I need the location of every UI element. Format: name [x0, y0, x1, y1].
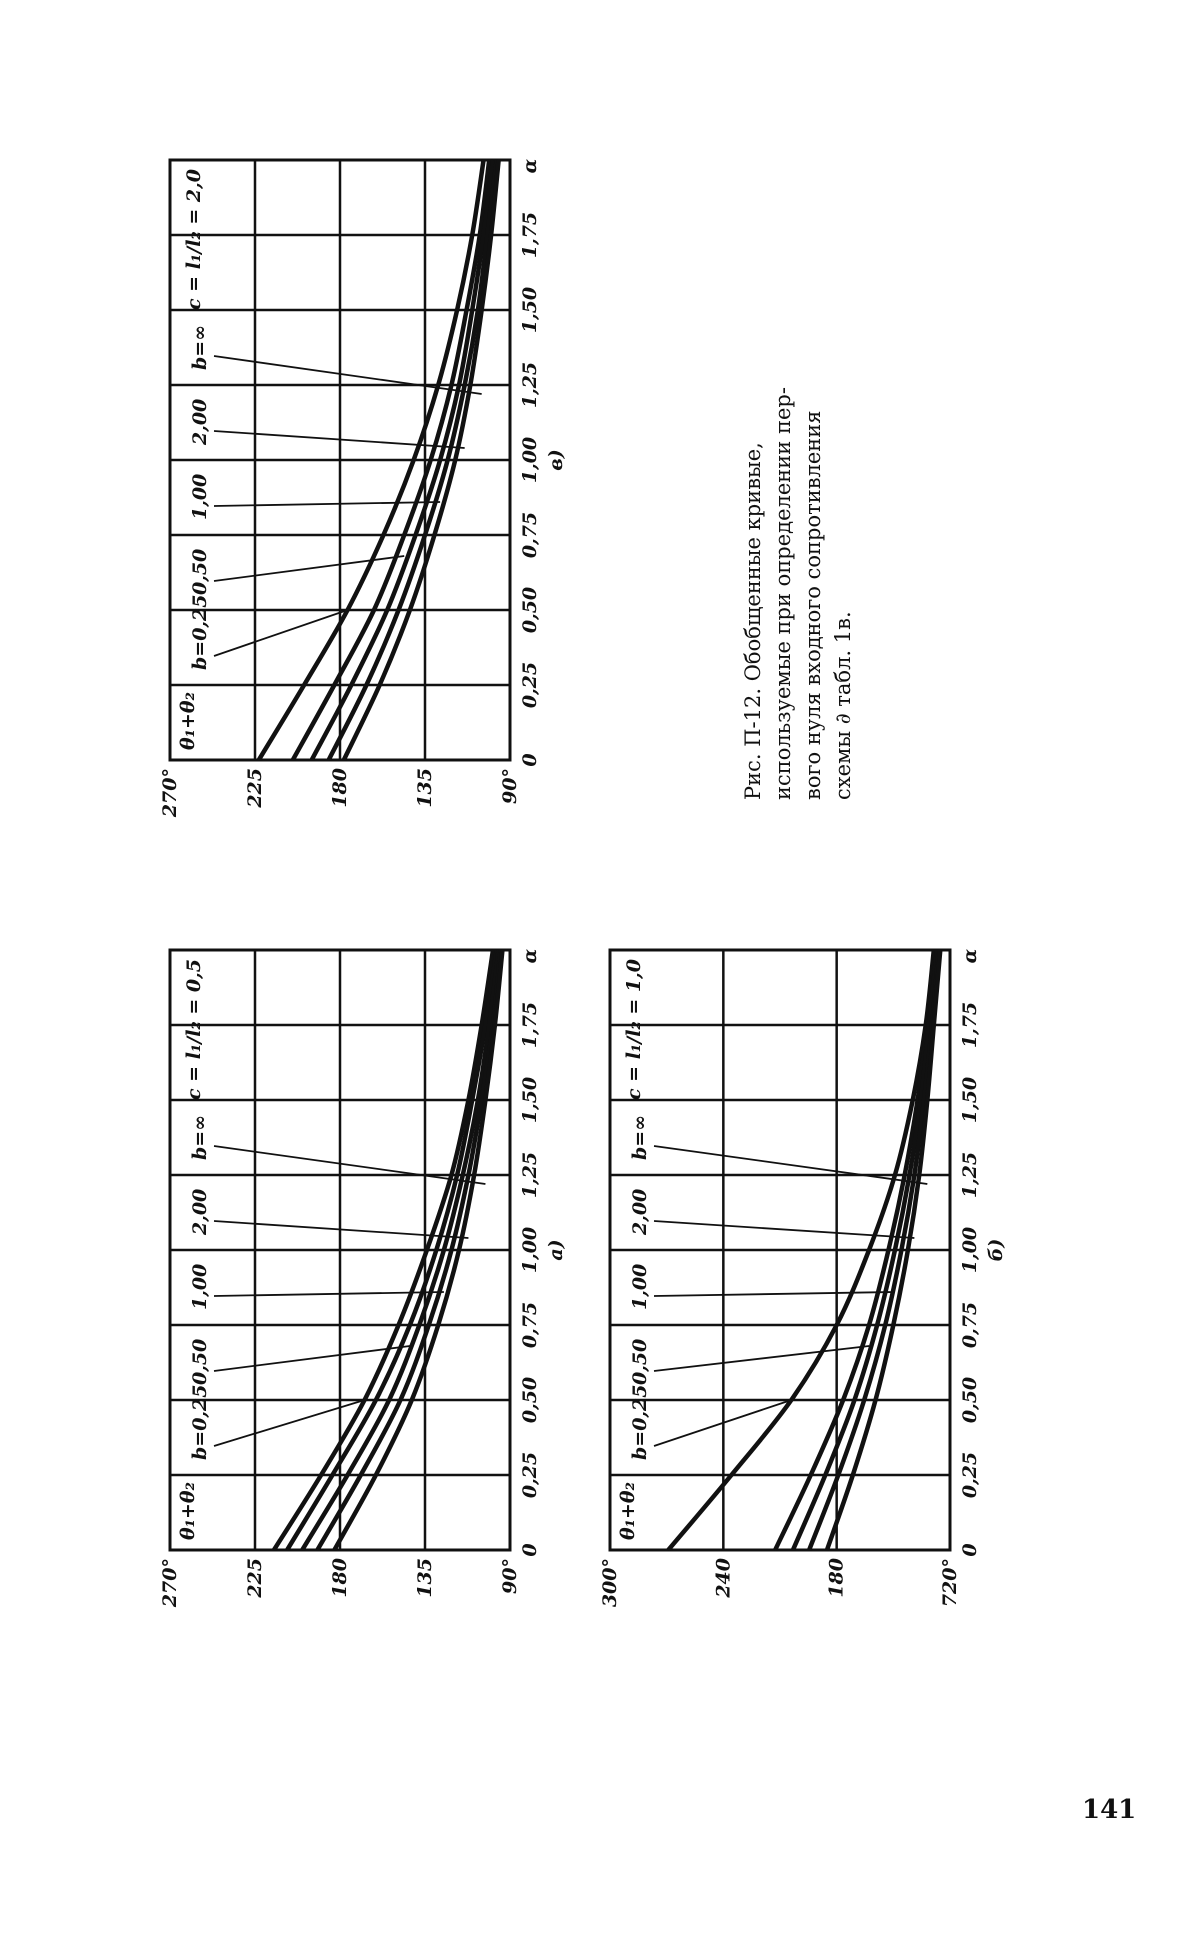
param-label: c = l₁/l₂ = 1,0	[623, 959, 645, 1100]
series-leader	[654, 1146, 927, 1184]
series-leader	[214, 502, 440, 506]
x-tick-label: 0,25	[519, 661, 541, 709]
y-tick-label: 180	[329, 768, 351, 808]
x-tick-label: 1,50	[519, 286, 541, 334]
caption-line-4: схемы ∂ табл. 1в.	[831, 611, 855, 800]
page-number: 141	[1082, 1795, 1137, 1825]
x-tick-label: 1,00	[959, 1226, 981, 1274]
x-tick-label: 0,25	[519, 1451, 541, 1499]
series-label: 2,00	[189, 398, 211, 445]
panel-label: а)	[545, 1239, 567, 1261]
x-tick-label: 0,25	[959, 1451, 981, 1499]
y-tick-label: 225	[244, 768, 266, 808]
caption	[741, 387, 855, 800]
x-axis-symbol: α	[519, 948, 541, 964]
x-tick-label: 0,75	[519, 511, 541, 559]
x-tick-label: 0,50	[959, 1376, 981, 1424]
x-tick-label: 1,50	[519, 1076, 541, 1124]
caption-line-1: Рис. П-12. Обобщенные кривые,	[741, 442, 765, 800]
caption-line-3: вого нуля входного сопротивления	[801, 410, 825, 800]
series-label: 2,00	[629, 1188, 651, 1235]
x-tick-label: 0,50	[519, 1376, 541, 1424]
param-label: c = l₁/l₂ = 0,5	[183, 959, 205, 1100]
y-tick-label: 270°	[159, 1558, 181, 1608]
chart-panel-a	[159, 948, 567, 1608]
x-tick-label: 0	[519, 753, 541, 767]
series-leader	[654, 1292, 895, 1296]
x-axis-symbol: α	[959, 948, 981, 964]
series-leader	[214, 556, 404, 581]
series-label: b=0,25	[629, 1384, 651, 1460]
series-label: 2,00	[189, 1188, 211, 1235]
x-tick-label: 1,25	[519, 1151, 541, 1199]
series-label: 1,00	[189, 473, 211, 520]
series-label: 0,50	[189, 1338, 211, 1385]
series-label: b=0,25	[189, 594, 211, 670]
x-axis-symbol: α	[519, 158, 541, 174]
series-label: 1,00	[629, 1263, 651, 1310]
y-tick-label: 240	[712, 1558, 735, 1598]
x-tick-label: 1,25	[959, 1151, 981, 1199]
param-label: c = l₁/l₂ = 2,0	[183, 169, 205, 310]
x-tick-label: 1,00	[519, 1226, 541, 1274]
x-tick-label: 0	[519, 1543, 541, 1557]
rotated-figure	[159, 158, 1007, 1608]
chart-panel-b	[599, 948, 1007, 1607]
series-label: b=0,25	[189, 1384, 211, 1460]
series-label: 0,50	[189, 548, 211, 595]
y-tick-label: 720°	[939, 1558, 961, 1608]
y-tick-label: 135	[414, 768, 436, 808]
x-tick-label: 0,50	[519, 586, 541, 634]
x-tick-label: 1,50	[959, 1076, 981, 1124]
y-tick-label: 225	[244, 1558, 266, 1598]
corner-label: θ₁+θ₂	[177, 1482, 199, 1540]
y-tick-label: 180	[825, 1558, 848, 1598]
y-tick-label: 90°	[499, 768, 521, 804]
series-label: 1,00	[189, 1263, 211, 1310]
y-tick-label: 300°	[599, 1558, 621, 1608]
panel-label: б)	[985, 1238, 1007, 1262]
corner-label: θ₁+θ₂	[617, 1482, 639, 1540]
x-tick-label: 1,75	[519, 1001, 541, 1049]
corner-label: θ₁+θ₂	[177, 692, 199, 750]
series-label: 0,50	[629, 1338, 651, 1385]
chart-panel-c	[159, 158, 567, 818]
x-tick-label: 1,75	[959, 1001, 981, 1049]
grid-lines	[610, 950, 950, 1550]
y-tick-label: 90°	[499, 1558, 521, 1594]
x-tick-label: 0,75	[959, 1301, 981, 1349]
x-tick-label: 0,75	[519, 1301, 541, 1349]
caption-line-2: используемые при определении пер-	[771, 387, 795, 800]
series-label: b=∞	[189, 1114, 211, 1160]
y-tick-label: 270°	[159, 768, 181, 818]
y-tick-label: 135	[414, 1558, 436, 1598]
panel-label: в)	[545, 449, 567, 471]
y-tick-label: 180	[329, 1558, 351, 1598]
x-tick-label: 1,00	[519, 436, 541, 484]
x-tick-label: 0	[959, 1543, 981, 1557]
x-tick-label: 1,25	[519, 361, 541, 409]
x-tick-label: 1,75	[519, 211, 541, 259]
series-label: b=∞	[189, 324, 211, 370]
series-label: b=∞	[629, 1114, 651, 1160]
